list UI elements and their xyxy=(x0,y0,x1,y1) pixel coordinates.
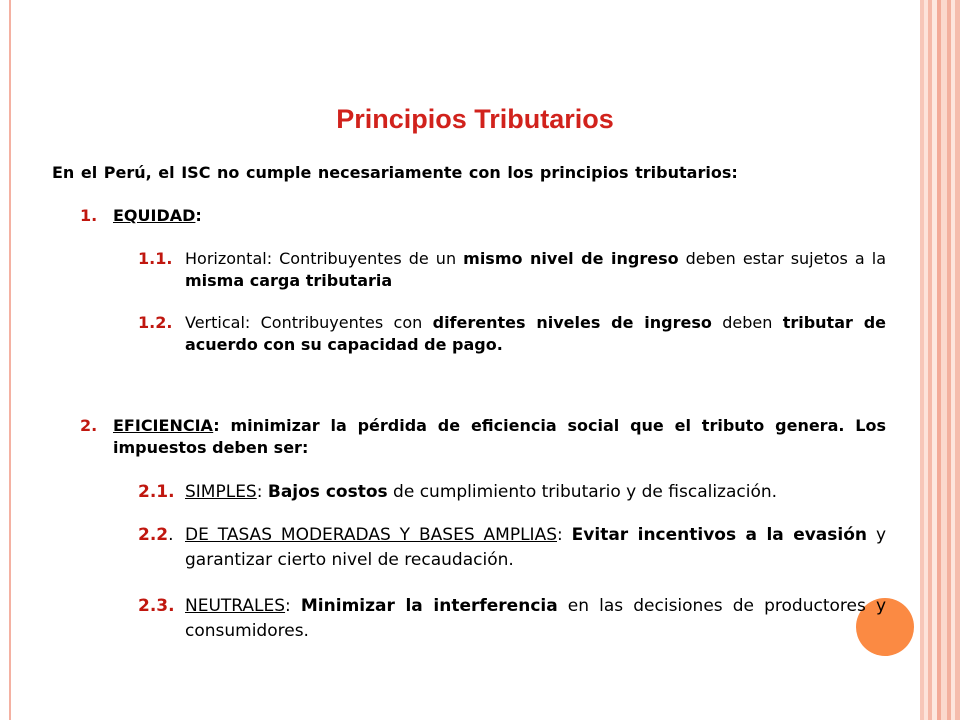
list-item-1-2 xyxy=(138,312,886,356)
item-text: : xyxy=(285,596,301,616)
item-text: deben xyxy=(711,313,783,332)
list-item-1-1 xyxy=(138,248,886,292)
item-text: deben estar sujetos a la xyxy=(678,249,886,268)
section-description: : minimizar la pérdida de eficiencia social que el tributo genera. Los impuestos deben ser: xyxy=(113,416,886,457)
item-emphasis: mismo nivel de ingreso xyxy=(463,249,679,268)
list-item-2-3 xyxy=(138,594,886,644)
item-text: : xyxy=(256,482,268,502)
section-heading: EQUIDAD xyxy=(113,206,196,225)
item-emphasis: Minimizar la interferencia xyxy=(300,596,558,616)
section-equidad xyxy=(80,205,886,227)
intro-text: En el Perú, el ISC no cumple necesariamente con los principios tributarios: xyxy=(52,163,738,182)
item-emphasis: tributar de acuerdo con su capacidad de pago. xyxy=(185,313,887,354)
item-text: de cumplimiento tributario y de fiscalización. xyxy=(387,482,778,502)
item-text: en las decisiones de productores y consumidores. xyxy=(185,596,887,641)
section-number: 2. xyxy=(80,416,98,435)
item-number: 2.3. xyxy=(138,596,175,616)
item-number: 2.1. xyxy=(138,482,175,502)
item-text: y garantizar cierto nivel de recaudación. xyxy=(185,525,887,570)
item-text: Horizontal: Contribuyentes de un xyxy=(185,249,464,268)
section-eficiencia xyxy=(80,415,886,459)
item-text: : xyxy=(557,525,572,545)
item-emphasis: diferentes niveles de ingreso xyxy=(432,313,712,332)
list-item-2-2 xyxy=(138,523,886,573)
item-number: 1.2. xyxy=(138,313,173,332)
item-number-text: 2.2 xyxy=(138,525,169,545)
item-label: DE TASAS MODERADAS Y BASES AMPLIAS xyxy=(185,525,557,545)
item-number-dot: . xyxy=(168,525,174,545)
item-text: Vertical: Contribuyentes con xyxy=(185,313,433,332)
slide-title: Principios Tributarios xyxy=(336,104,614,134)
item-number: 1.1. xyxy=(138,249,173,268)
heading-colon: : xyxy=(195,206,202,225)
item-label: NEUTRALES xyxy=(185,596,286,616)
list-item-2-1 xyxy=(138,480,886,505)
item-emphasis: Evitar incentivos a la evasión xyxy=(571,525,868,545)
item-emphasis: misma carga tributaria xyxy=(185,271,393,290)
item-number xyxy=(138,523,174,548)
section-number: 1. xyxy=(80,206,98,225)
section-heading: EFICIENCIA xyxy=(113,416,214,435)
item-label: SIMPLES xyxy=(185,482,257,502)
item-emphasis: Bajos costos xyxy=(267,482,388,502)
